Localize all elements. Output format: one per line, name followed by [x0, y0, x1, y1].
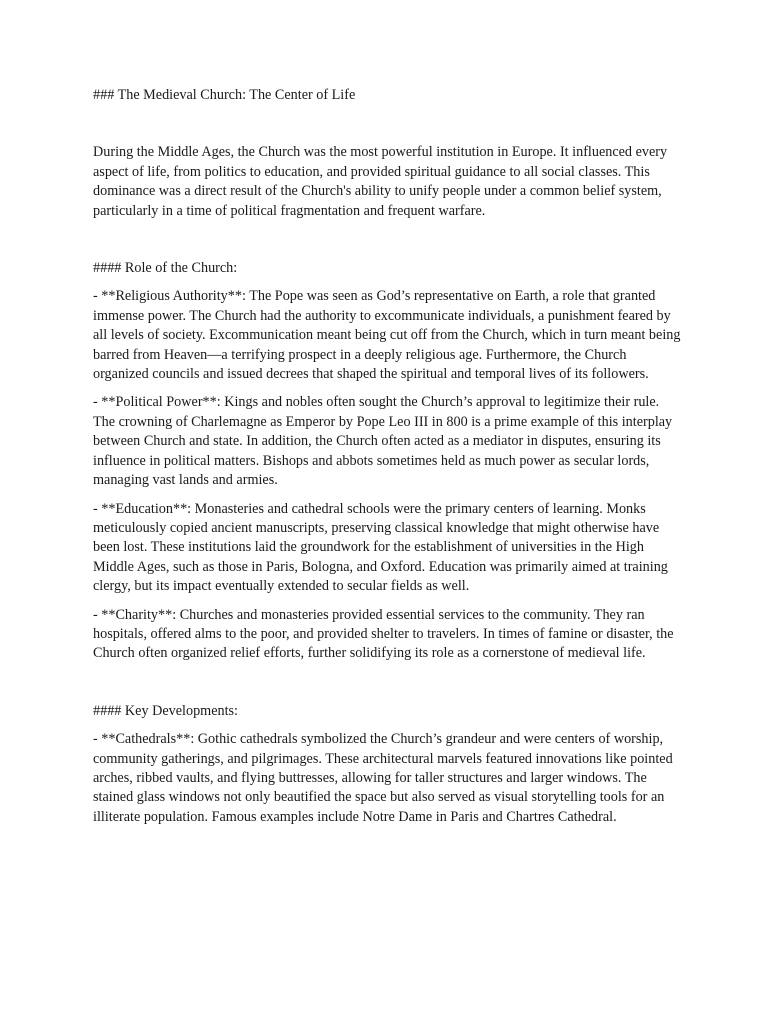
item-cathedrals: - **Cathedrals**: Gothic cathedrals symbolized the Church’s grandeur and were centers of worship, community gatherings, and pilgrimages. These architectural marvels featured innovations like pointed arches, ribbed vaults, and flying buttresses, allowing for taller structures and larger windows. The stained glass windows not only beautified the space but also served as visual storytelling tools for an illiterate population. Famous examples include Notre Dame in Paris and Chartres Cathedral. — [93, 731, 673, 825]
section-heading-key-developments: #### Key Developments: — [93, 702, 238, 719]
item-religious-authority: - **Religious Authority**: The Pope was seen as God’s representative on Earth, a role that granted immense power. The Church had the authority to excommunicate individuals, a punishment feared by all levels of society. Excommunication meant being cut off from the Church, which in turn meant being barred from Heaven—a terrifying prospect in a deeply religious age. Furthermore, the Church organized councils and issued decrees that shaped the spiritual and temporal lives of its followers. — [93, 288, 681, 383]
item-political-power: - **Political Power**: Kings and nobles often sought the Church’s approval to legitimize their rule. The crowning of Charlemagne as Emperor by Pope Leo III in 800 is a prime example of this interplay between Church and state. In addition, the Church often acted as a mediator in disputes, ensuring its influence in political matters. Bishops and abbots sometimes held as much power as secular lords, managing vast lands and armies. — [93, 394, 673, 489]
item-education: - **Education**: Monasteries and cathedral schools were the primary centers of learning. Monks meticulously copied ancient manuscripts, preserving classical knowledge that might otherwise have been lost. These institutions laid the groundwork for the establishment of universities in the High Middle Ages, such as those in Paris, Bologna, and Oxford. Education was primarily aimed at training clergy, but its impact eventually extended to secular fields as well. — [93, 500, 668, 595]
document-title: ### The Medieval Church: The Center of Life — [93, 87, 356, 103]
intro-paragraph: During the Middle Ages, the Church was the most powerful institution in Europe. It influenced every aspect of life, from politics to education, and provided spiritual guidance to all social classes. This dominance was a direct result of the Church's ability to unify people under a common belief system, particularly in a time of political fragmentation and frequent warfare. — [93, 144, 668, 219]
section-heading-role: #### Role of the Church: — [93, 260, 238, 277]
item-charity: - **Charity**: Churches and monasteries provided essential services to the community. They ran hospitals, offered alms to the poor, and provided shelter to travelers. In times of famine or disaster, the Church often organized relief efforts, further solidifying its role as a cornerstone of medieval life. — [93, 606, 674, 662]
document-page — [93, 86, 683, 836]
